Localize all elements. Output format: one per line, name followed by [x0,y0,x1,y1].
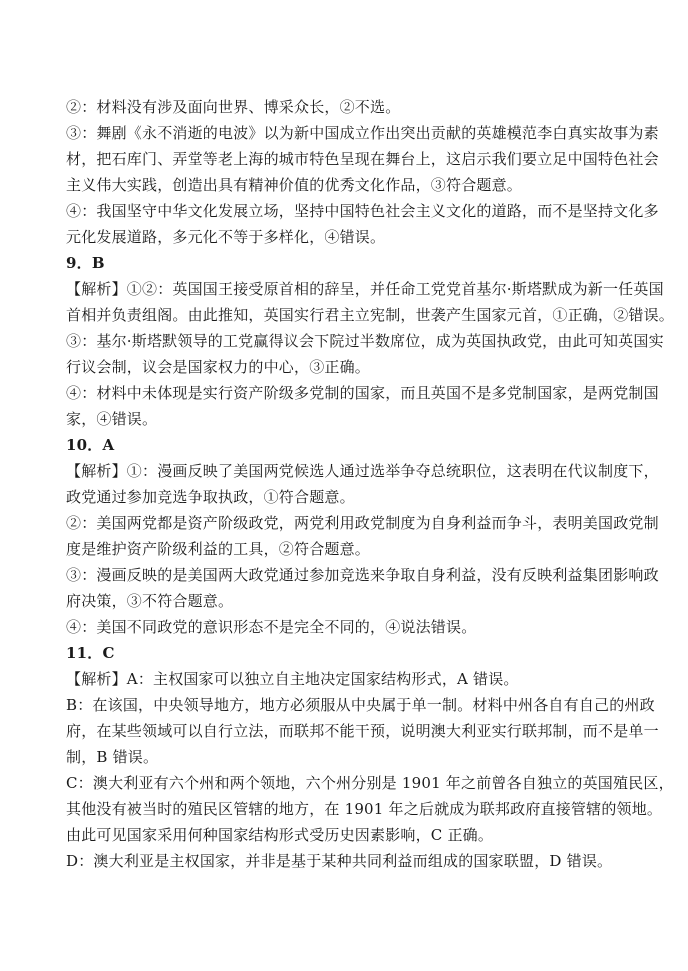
text-line: 家，④错误。 [66,410,158,428]
text-line: ③：基尔·斯塔默领导的工党赢得议会下院过半数席位，成为英国执政党，由此可知英国实 [66,332,664,350]
text-line: 材，把石库门、弄堂等老上海的城市特色呈现在舞台上，这启示我们要立足中国特色社会 [66,150,659,168]
text-line: ③：舞剧《永不消逝的电波》以为新中国成立作出突出贡献的英雄模范李白真实故事为素 [66,124,659,142]
text-line: 主义伟大实践，创造出具有精神价值的优秀文化作品，③符合题意。 [66,176,523,194]
question-number: 11．C [66,644,115,662]
text-line: 由此可见国家采用何种国家结构形式受历史因素影响，C 正确。 [66,826,494,844]
text-line: 【解析】①：漫画反映了美国两党候选人通过选举争夺总统职位，这表明在代议制度下， [66,462,659,480]
text-line: ④：美国不同政党的意识形态不是完全不同的，④说法错误。 [66,618,477,636]
text-line: 其他没有被当时的殖民区管辖的地方，在 1901 年之后就成为联邦政府直接管辖的领地。 [66,800,663,818]
text-line: D：澳大利亚是主权国家，并非是基于某种共同利益而组成的国家联盟，D 错误。 [66,852,613,870]
text-line: C：澳大利亚有六个州和两个领地，六个州分别是 1901 年之前曾各自独立的英国殖民区， [66,774,674,792]
text-line: 首相并负责组阁。由此推知，英国实行君主立宪制，世袭产生国家元首，①正确，②错误。 [66,306,675,324]
question-number: 9．B [66,254,105,272]
text-line: 【解析】①②：英国国王接受原首相的辞呈，并任命工党党首基尔·斯塔默成为新一任英国 [66,280,664,298]
text-line: ④：材料中未体现是实行资产阶级多党制的国家，而且英国不是多党制国家，是两党制国 [66,384,659,402]
text-line: ④：我国坚守中华文化发展立场，坚持中国特色社会主义文化的道路，而不是坚持文化多 [66,202,659,220]
text-line: ②：材料没有涉及面向世界、博采众长，②不选。 [66,98,401,116]
text-line: 【解析】A：主权国家可以独立自主地决定国家结构形式，A 错误。 [66,670,519,688]
text-line: 府，在某些领域可以自行立法，而联邦不能干预，说明澳大利亚实行联邦制，而不是单一 [66,722,659,740]
text-line: 政党通过参加竞选争取执政，①符合题意。 [66,488,355,506]
text-line: 行议会制，议会是国家权力的中心，③正确。 [66,358,371,376]
text-line: ③：漫画反映的是美国两大政党通过参加竞选来争取自身利益，没有反映利益集团影响政 [66,566,659,584]
document-page [66,94,675,874]
text-line: 元化发展道路，多元化不等于多样化，④错误。 [66,228,386,246]
text-line: B：在该国，中央领导地方，地方必须服从中央属于单一制。材料中州各自有自己的州政 [66,696,655,714]
text-line: 制，B 错误。 [66,748,159,766]
text-line: 度是维护资产阶级利益的工具，②符合题意。 [66,540,371,558]
text-line: ②：美国两党都是资产阶级政党，两党利用政党制度为自身利益而争斗，表明美国政党制 [66,514,659,532]
text-line: 府决策，③不符合题意。 [66,592,234,610]
question-number: 10．A [66,436,115,454]
